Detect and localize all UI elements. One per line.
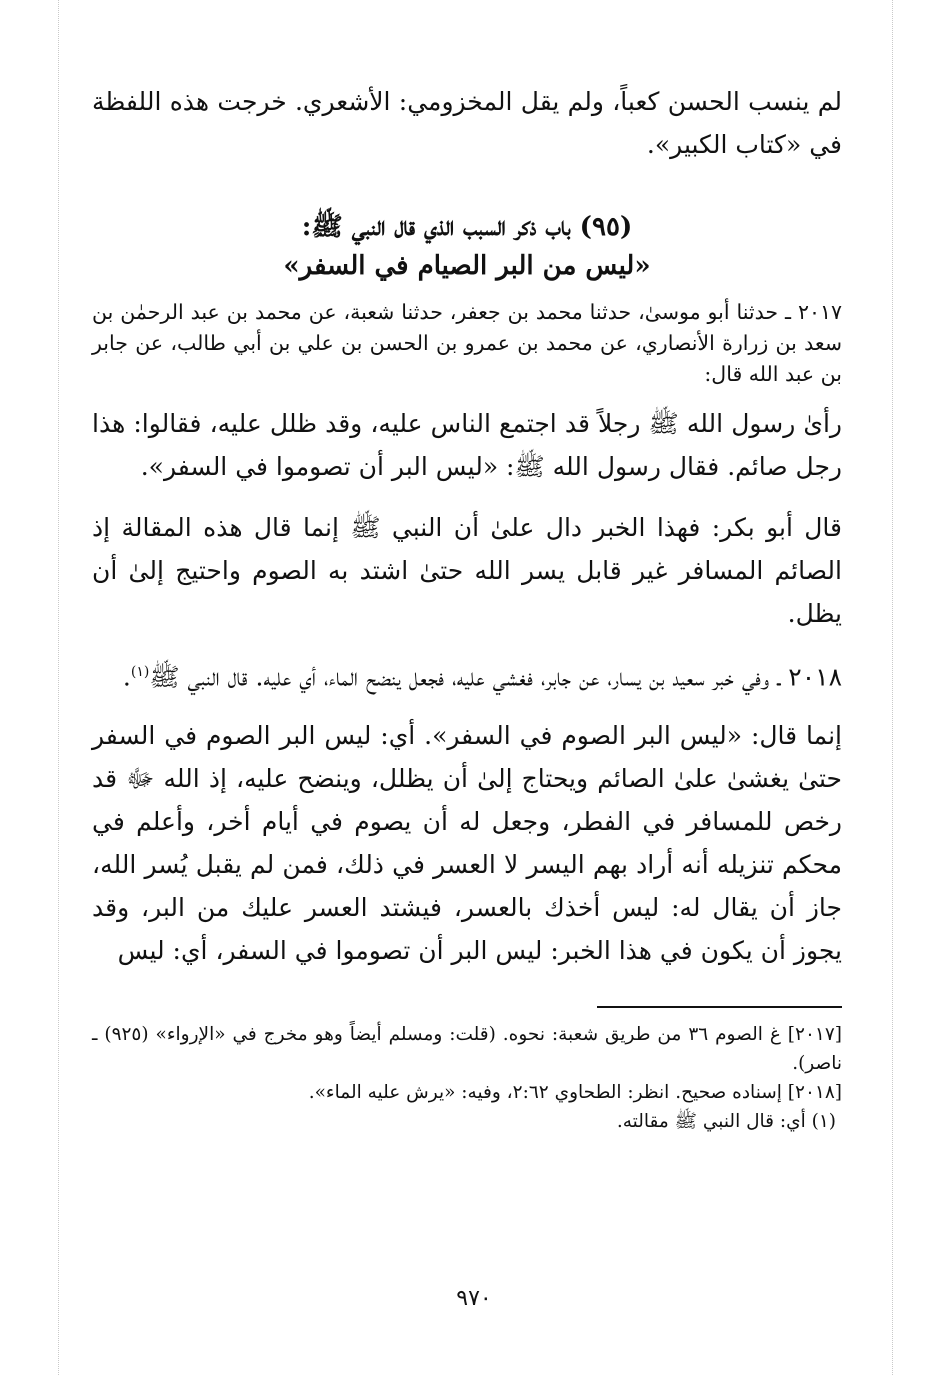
footnote-separator (597, 1006, 842, 1008)
hadith-2017-chain (92, 297, 842, 390)
footnote-2017: [٢٠١٧] غ الصوم ٣٦ من طريق شعبة: نحوه. (قلت: ومسلم أيضاً وهو مخرج في «الإرواء» (٩٢٥) ـ ناصر). (92, 1024, 842, 1075)
hadith-2018-text: ـ وفي خبر سعيد بن يسار، عن جابر، فغشي عليه، فجعل ينضح الماء، أي عليه. قال النبي ﷺ (149, 662, 781, 692)
hadith-number: ٢٠١٧ (797, 300, 842, 324)
hadith-2018-paragraph (92, 651, 842, 698)
commentary-paragraph: قال أبو بكر: فهذا الخبر دال علىٰ أن النبي ﷺ إنما قال هذه المقالة إذ الصائم المسافر غير قابل يسر الله حتىٰ اشتد به الصوم واحتيج إلىٰ أن يظل. (92, 513, 842, 628)
left-margin-guide (58, 0, 59, 1375)
right-margin-guide (892, 0, 893, 1375)
footnote-1: (١) أي: قال النبي ﷺ مقالته. (616, 1111, 836, 1133)
hadith-chain-text: ـ حدثنا أبو موسىٰ، حدثنا محمد بن جعفر، حدثنا شعبة، عن محمد بن عبد الرحمٰن بن سعد بن زرارة الأنصاري، عن محمد بن عمرو بن الحسن بن علي بن أبي طالب، عن جابر بن عبد الله قال: (92, 300, 842, 386)
opening-paragraph: لم ينسب الحسن كعباً، ولم يقل المخزومي: الأشعري. خرجت هذه اللفظة في «كتاب الكبير». (92, 87, 842, 159)
sentence-end: . (122, 662, 131, 692)
explanation-paragraph: إنما قال: «ليس البر الصوم في السفر». أي: ليس البر الصوم في السفر حتىٰ يغشىٰ علىٰ الصائم ويحتاج إلىٰ أن يظلل، وينضح عليه، إذ الله ﷻ قد رخص للمسافر في الفطر، وجعل له أن يصوم في أيام أخر، وأعلم في محكم تنزيله أنه أراد بهم اليسر لا العسر في ذلك، فمن لم يقبل يُسر الله، جاز أن يقال له: ليس أخذك بالعسر، فيشتد العسر عليك من البر، وقد يجوز أن يكون في هذا الخبر: ليس البر أن تصوموا في السفر، أي: ليس (92, 721, 842, 966)
footnote-marker: (١) (130, 664, 150, 680)
book-page (92, 80, 842, 1136)
chapter-title: (٩٥) باب ذكر السبب الذي قال النبي ﷺ: (301, 212, 633, 242)
footnote-2018: [٢٠١٨] إسناده صحيح. انظر: الطحاوي ٢:٦٢، وفيه: «يرش عليه الماء». (308, 1082, 842, 1104)
chapter-heading (92, 208, 842, 286)
chapter-subtitle: «ليس من البر الصيام في السفر» (283, 251, 651, 281)
hadith-2017-text: رأىٰ رسول الله ﷺ رجلاً قد اجتمع الناس عليه، وقد ظلل عليه، فقالوا: هذا رجل صائم. فقال رسول الله ﷺ: «ليس البر أن تصوموا في السفر». (92, 409, 842, 481)
page-number: ٩٧٠ (456, 1286, 492, 1311)
hadith-number: ٢٠١٨ (788, 662, 842, 692)
footnotes (92, 1020, 842, 1136)
